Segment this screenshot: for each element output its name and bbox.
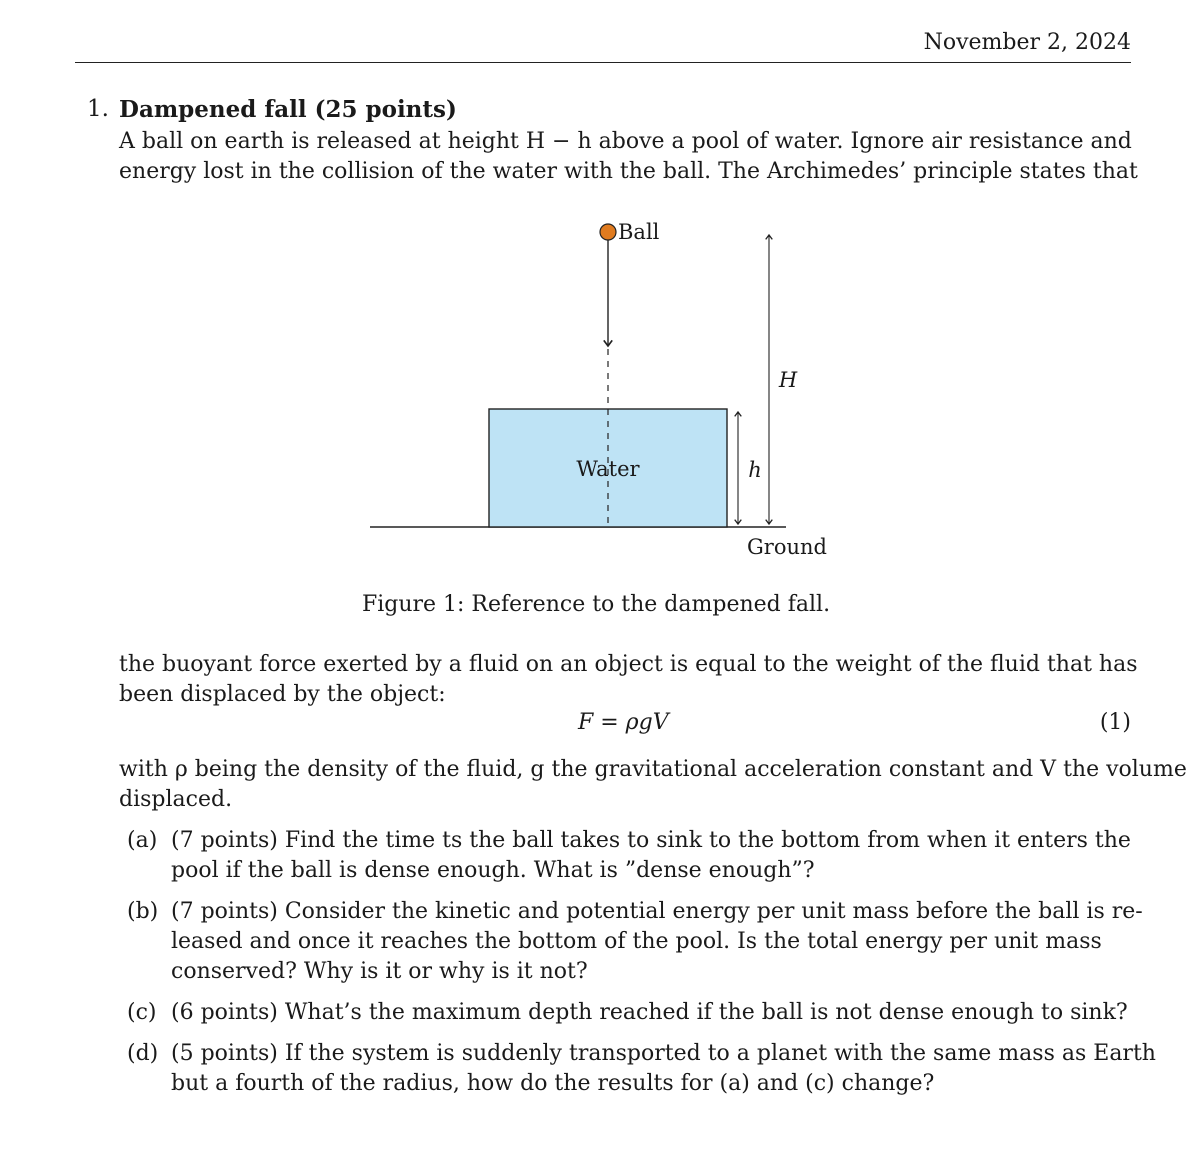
ball [600, 224, 616, 240]
continuation-line: the buoyant force exerted by a fluid on an object is equal to the weight of the fluid that has [119, 652, 1138, 677]
ball-label: Ball [618, 220, 660, 244]
subquestion-b [119, 897, 1143, 987]
continuation-line: been displaced by the object: [119, 682, 446, 707]
question-number: 1. [87, 96, 109, 122]
subquestion-a [119, 826, 1131, 886]
h-label: h [748, 458, 762, 482]
water-label: Water [576, 457, 640, 481]
question-title: Dampened fall (25 points) [119, 96, 457, 123]
subquestion-line: (5 points) If the system is suddenly transported to a planet with the same mass as Earth [171, 1041, 1156, 1066]
dampened-fall-figure [360, 215, 840, 565]
after-equation-paragraph [119, 755, 1187, 815]
subquestion-line: (7 points) Consider the kinetic and potential energy per unit mass before the ball is re- [171, 899, 1143, 924]
H-label: H [778, 368, 798, 392]
figure-caption: Figure 1: Reference to the dampened fall. [361, 592, 831, 617]
subquestion-line: (7 points) Find the time ts the ball takes to sink to the bottom from when it enters the [171, 828, 1131, 853]
intro-line: A ball on earth is released at height H − h above a pool of water. Ignore air resistance and [119, 129, 1132, 154]
buoyancy-equation: F = ρgV [578, 710, 669, 735]
intro-line: energy lost in the collision of the water with the ball. The Archimedes’ principle states that [119, 159, 1138, 184]
equation-number: (1) [1099, 710, 1131, 735]
header-rule [75, 62, 1131, 63]
subquestion-line: (6 points) What’s the maximum depth reached if the ball is not dense enough to sink? [171, 1000, 1128, 1025]
after-equation-line: displaced. [119, 787, 233, 812]
intro-paragraph [119, 127, 1138, 187]
subquestion-c [119, 998, 1131, 1028]
subquestion-line: conserved? Why is it or why is it not? [171, 959, 588, 984]
ground-label: Ground [747, 535, 827, 559]
continuation-paragraph [119, 650, 1138, 710]
subquestion-label: (c) [127, 1000, 157, 1025]
subquestion-label: (d) [127, 1041, 159, 1066]
page-date: November 2, 2024 [923, 30, 1131, 55]
subquestion-label: (b) [127, 899, 159, 924]
subquestion-line: leased and once it reaches the bottom of the pool. Is the total energy per unit mass [171, 929, 1102, 954]
subquestion-line: but a fourth of the radius, how do the results for (a) and (c) change? [171, 1071, 935, 1096]
subquestion-d [119, 1039, 1156, 1099]
subquestion-line: pool if the ball is dense enough. What is ”dense enough”? [171, 858, 815, 883]
subquestion-label: (a) [127, 828, 158, 853]
after-equation-line: with ρ being the density of the fluid, g the gravitational acceleration constant and V the volume [119, 757, 1187, 782]
